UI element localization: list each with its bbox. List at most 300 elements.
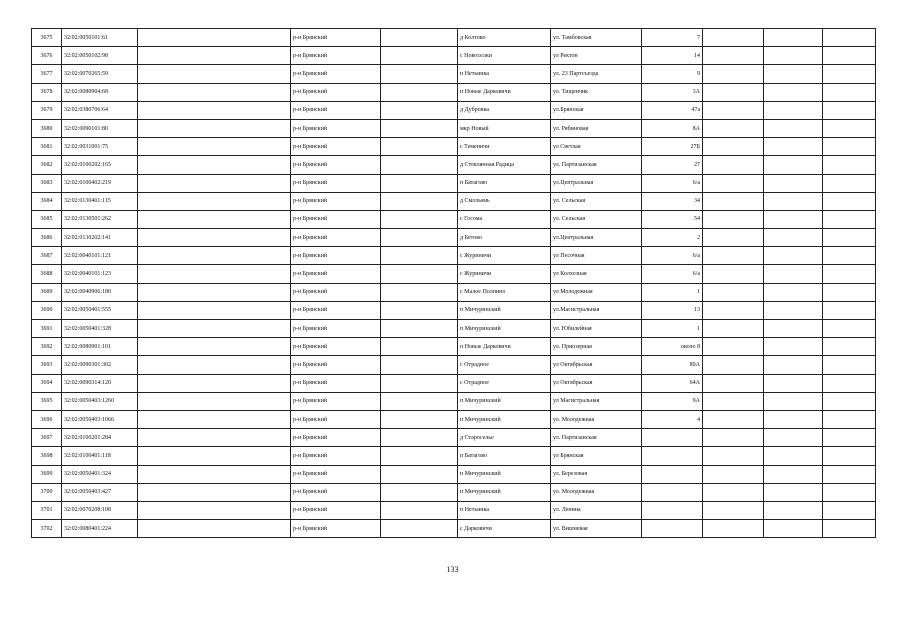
blank-cell-cell xyxy=(138,229,291,247)
street-cell: ул Октябрьская xyxy=(551,356,642,374)
table-row xyxy=(32,174,876,192)
blank-cell-cell xyxy=(381,83,458,101)
table-row xyxy=(32,65,876,83)
house-number-cell: 34 xyxy=(642,192,703,210)
street-cell: ул. Сельская xyxy=(551,192,642,210)
table-row xyxy=(32,192,876,210)
house-number-cell: 6/а xyxy=(642,174,703,192)
registry-table xyxy=(31,28,876,538)
blank-cell-cell xyxy=(138,83,291,101)
table-row xyxy=(32,392,876,410)
cadastral-number-cell: 32:02:0031001:75 xyxy=(62,138,138,156)
blank-cell-cell xyxy=(764,356,823,374)
blank-cell-cell xyxy=(703,29,764,47)
blank-cell-cell xyxy=(381,210,458,228)
row-number-cell: 3689 xyxy=(32,283,62,301)
table-row xyxy=(32,338,876,356)
blank-cell-cell xyxy=(703,156,764,174)
blank-cell-cell xyxy=(764,47,823,65)
blank-cell-cell xyxy=(764,429,823,447)
row-number-cell: 3676 xyxy=(32,47,62,65)
row-number-cell: 3690 xyxy=(32,301,62,319)
cadastral-number-cell: 32:02:0090301:302 xyxy=(62,356,138,374)
cadastral-number-cell: 32:02:0080401:224 xyxy=(62,520,138,538)
settlement-cell: п Новые Дарковичи xyxy=(458,83,551,101)
cadastral-number-cell: 32:02:0130501:262 xyxy=(62,210,138,228)
cadastral-number-cell: 32:02:0050401:555 xyxy=(62,301,138,319)
house-number-cell xyxy=(642,429,703,447)
street-cell: ул Светлая xyxy=(551,138,642,156)
district-cell: р-н Брянский xyxy=(291,47,381,65)
district-cell: р-н Брянский xyxy=(291,265,381,283)
settlement-cell: с Госома xyxy=(458,210,551,228)
blank-cell-cell xyxy=(764,447,823,465)
blank-cell-cell xyxy=(138,210,291,228)
blank-cell-cell xyxy=(764,101,823,119)
blank-cell-cell xyxy=(703,410,764,428)
table-row xyxy=(32,447,876,465)
blank-cell-cell xyxy=(138,283,291,301)
street-cell: ул.Магистральная xyxy=(551,301,642,319)
blank-cell-cell xyxy=(138,338,291,356)
house-number-cell: 14 xyxy=(642,47,703,65)
street-cell: ул. Молодежная xyxy=(551,483,642,501)
blank-cell-cell xyxy=(823,447,876,465)
house-number-cell: 13 xyxy=(642,301,703,319)
blank-cell-cell xyxy=(381,229,458,247)
cadastral-number-cell: 32:02:0050401:328 xyxy=(62,320,138,338)
street-cell: ул. Вишневая xyxy=(551,520,642,538)
settlement-cell: д Стеклянная Радица xyxy=(458,156,551,174)
street-cell: ул. Березовая xyxy=(551,465,642,483)
street-cell: ул. Ленина xyxy=(551,501,642,519)
house-number-cell: 2 xyxy=(642,229,703,247)
house-number-cell xyxy=(642,501,703,519)
row-number-cell: 3680 xyxy=(32,119,62,137)
registry-table-body xyxy=(32,29,876,538)
blank-cell-cell xyxy=(823,483,876,501)
settlement-cell: д Староселье xyxy=(458,429,551,447)
street-cell: ул Колхозная xyxy=(551,265,642,283)
cadastral-number-cell: 32:02:0040101:123 xyxy=(62,265,138,283)
row-number-cell: 3693 xyxy=(32,356,62,374)
house-number-cell: 27Б xyxy=(642,138,703,156)
blank-cell-cell xyxy=(138,247,291,265)
table-row xyxy=(32,83,876,101)
blank-cell-cell xyxy=(703,429,764,447)
blank-cell-cell xyxy=(823,356,876,374)
blank-cell-cell xyxy=(381,156,458,174)
table-row xyxy=(32,374,876,392)
cadastral-number-cell: 32:02:0090314:120 xyxy=(62,374,138,392)
house-number-cell xyxy=(642,483,703,501)
settlement-cell: п Мичуринский xyxy=(458,320,551,338)
blank-cell-cell xyxy=(823,410,876,428)
district-cell: р-н Брянский xyxy=(291,138,381,156)
blank-cell-cell xyxy=(823,520,876,538)
blank-cell-cell xyxy=(703,356,764,374)
blank-cell-cell xyxy=(138,29,291,47)
blank-cell-cell xyxy=(703,210,764,228)
district-cell: р-н Брянский xyxy=(291,374,381,392)
district-cell: р-н Брянский xyxy=(291,192,381,210)
blank-cell-cell xyxy=(764,483,823,501)
settlement-cell: с Отрадное xyxy=(458,356,551,374)
settlement-cell: п Батагово xyxy=(458,447,551,465)
table-row xyxy=(32,229,876,247)
house-number-cell: 89А xyxy=(642,356,703,374)
street-cell: ул.Брянская xyxy=(551,101,642,119)
settlement-cell: д Бетово xyxy=(458,229,551,247)
blank-cell-cell xyxy=(381,265,458,283)
blank-cell-cell xyxy=(703,247,764,265)
table-row xyxy=(32,47,876,65)
blank-cell-cell xyxy=(381,410,458,428)
blank-cell-cell xyxy=(138,320,291,338)
blank-cell-cell xyxy=(823,283,876,301)
cadastral-number-cell: 32:02:0050401:324 xyxy=(62,465,138,483)
street-cell: ул. Тищенчик xyxy=(551,83,642,101)
blank-cell-cell xyxy=(764,392,823,410)
blank-cell-cell xyxy=(823,119,876,137)
blank-cell-cell xyxy=(764,520,823,538)
blank-cell-cell xyxy=(381,119,458,137)
row-number-cell: 3696 xyxy=(32,410,62,428)
table-row xyxy=(32,429,876,447)
page-number: 133 xyxy=(446,565,459,574)
street-cell: ул Брянская xyxy=(551,447,642,465)
cadastral-number-cell: 32:02:0100202:165 xyxy=(62,156,138,174)
blank-cell-cell xyxy=(764,283,823,301)
blank-cell-cell xyxy=(823,301,876,319)
settlement-cell: п Новые Дарковичи xyxy=(458,338,551,356)
district-cell: р-н Брянский xyxy=(291,174,381,192)
blank-cell-cell xyxy=(823,338,876,356)
blank-cell-cell xyxy=(138,47,291,65)
district-cell: р-н Брянский xyxy=(291,301,381,319)
blank-cell-cell xyxy=(138,265,291,283)
district-cell: р-н Брянский xyxy=(291,410,381,428)
row-number-cell: 3684 xyxy=(32,192,62,210)
table-row xyxy=(32,301,876,319)
house-number-cell xyxy=(642,465,703,483)
house-number-cell: 9 xyxy=(642,65,703,83)
table-row xyxy=(32,356,876,374)
blank-cell-cell xyxy=(764,465,823,483)
settlement-cell: п Нетьинка xyxy=(458,65,551,83)
street-cell: ул. Партизанская xyxy=(551,429,642,447)
table-row xyxy=(32,119,876,137)
blank-cell-cell xyxy=(764,83,823,101)
row-number-cell: 3677 xyxy=(32,65,62,83)
table-row xyxy=(32,465,876,483)
cadastral-number-cell: 32:02:0050101:61 xyxy=(62,29,138,47)
blank-cell-cell xyxy=(703,83,764,101)
district-cell: р-н Брянский xyxy=(291,465,381,483)
blank-cell-cell xyxy=(138,429,291,447)
blank-cell-cell xyxy=(703,265,764,283)
settlement-cell: с Журиничи xyxy=(458,265,551,283)
blank-cell-cell xyxy=(381,192,458,210)
table-row xyxy=(32,138,876,156)
blank-cell-cell xyxy=(703,192,764,210)
blank-cell-cell xyxy=(138,174,291,192)
blank-cell-cell xyxy=(703,447,764,465)
house-number-cell: 7 xyxy=(642,29,703,47)
blank-cell-cell xyxy=(823,138,876,156)
blank-cell-cell xyxy=(381,392,458,410)
row-number-cell: 3697 xyxy=(32,429,62,447)
blank-cell-cell xyxy=(138,374,291,392)
house-number-cell: 3А xyxy=(642,83,703,101)
blank-cell-cell xyxy=(381,465,458,483)
blank-cell-cell xyxy=(703,119,764,137)
district-cell: р-н Брянский xyxy=(291,156,381,174)
district-cell: р-н Брянский xyxy=(291,429,381,447)
blank-cell-cell xyxy=(138,501,291,519)
row-number-cell: 3687 xyxy=(32,247,62,265)
district-cell: р-н Брянский xyxy=(291,29,381,47)
blank-cell-cell xyxy=(823,29,876,47)
house-number-cell: 6/а xyxy=(642,265,703,283)
district-cell: р-н Брянский xyxy=(291,229,381,247)
settlement-cell: с Журиничи xyxy=(458,247,551,265)
row-number-cell: 3698 xyxy=(32,447,62,465)
street-cell: ул.Центральная xyxy=(551,174,642,192)
row-number-cell: 3688 xyxy=(32,265,62,283)
blank-cell-cell xyxy=(138,356,291,374)
settlement-cell: п Мичуринский xyxy=(458,301,551,319)
blank-cell-cell xyxy=(703,465,764,483)
blank-cell-cell xyxy=(703,374,764,392)
settlement-cell: п Мичуринский xyxy=(458,465,551,483)
blank-cell-cell xyxy=(823,156,876,174)
cadastral-number-cell: 32:02:0070208:108 xyxy=(62,501,138,519)
table-row xyxy=(32,501,876,519)
cadastral-number-cell: 32:02:0050403:427 xyxy=(62,483,138,501)
blank-cell-cell xyxy=(381,247,458,265)
cadastral-number-cell: 32:02:0100402:219 xyxy=(62,174,138,192)
blank-cell-cell xyxy=(138,101,291,119)
row-number-cell: 3682 xyxy=(32,156,62,174)
blank-cell-cell xyxy=(823,192,876,210)
blank-cell-cell xyxy=(764,229,823,247)
house-number-cell: 47а xyxy=(642,101,703,119)
blank-cell-cell xyxy=(703,138,764,156)
house-number-cell: 9А xyxy=(642,392,703,410)
table-row xyxy=(32,265,876,283)
street-cell: ул. 23 Партсъезда xyxy=(551,65,642,83)
district-cell: р-н Брянский xyxy=(291,392,381,410)
blank-cell-cell xyxy=(138,410,291,428)
blank-cell-cell xyxy=(823,265,876,283)
blank-cell-cell xyxy=(703,283,764,301)
street-cell: ул. Тамбовская xyxy=(551,29,642,47)
blank-cell-cell xyxy=(138,392,291,410)
blank-cell-cell xyxy=(703,229,764,247)
table-row xyxy=(32,283,876,301)
blank-cell-cell xyxy=(703,65,764,83)
blank-cell-cell xyxy=(703,47,764,65)
blank-cell-cell xyxy=(823,392,876,410)
settlement-cell: с Отрадное xyxy=(458,374,551,392)
cadastral-number-cell: 32:02:0040101:121 xyxy=(62,247,138,265)
district-cell: р-н Брянский xyxy=(291,320,381,338)
row-number-cell: 3700 xyxy=(32,483,62,501)
district-cell: р-н Брянский xyxy=(291,119,381,137)
blank-cell-cell xyxy=(381,320,458,338)
house-number-cell: около 8 xyxy=(642,338,703,356)
cadastral-number-cell: 32:02:0080904:68 xyxy=(62,83,138,101)
settlement-cell: п Батагово xyxy=(458,174,551,192)
cadastral-number-cell: 32:02:0070265:59 xyxy=(62,65,138,83)
cadastral-number-cell: 32:02:0380706:64 xyxy=(62,101,138,119)
table-row xyxy=(32,156,876,174)
blank-cell-cell xyxy=(138,138,291,156)
street-cell: ул. Сельская xyxy=(551,210,642,228)
district-cell: р-н Брянский xyxy=(291,338,381,356)
blank-cell-cell xyxy=(764,156,823,174)
table-row xyxy=(32,247,876,265)
blank-cell-cell xyxy=(764,301,823,319)
house-number-cell: 1 xyxy=(642,320,703,338)
blank-cell-cell xyxy=(764,247,823,265)
row-number-cell: 3679 xyxy=(32,101,62,119)
house-number-cell xyxy=(642,447,703,465)
street-cell: ул. Молодежная xyxy=(551,410,642,428)
district-cell: р-н Брянский xyxy=(291,247,381,265)
blank-cell-cell xyxy=(823,320,876,338)
blank-cell-cell xyxy=(764,210,823,228)
settlement-cell: с Малое Полпино xyxy=(458,283,551,301)
row-number-cell: 3701 xyxy=(32,501,62,519)
settlement-cell: п Мичуринский xyxy=(458,483,551,501)
settlement-cell: п Мичуринский xyxy=(458,392,551,410)
district-cell: р-н Брянский xyxy=(291,483,381,501)
blank-cell-cell xyxy=(703,483,764,501)
street-cell: ул.Центральная xyxy=(551,229,642,247)
settlement-cell: п Мичуринский xyxy=(458,410,551,428)
blank-cell-cell xyxy=(138,119,291,137)
blank-cell-cell xyxy=(764,65,823,83)
row-number-cell: 3692 xyxy=(32,338,62,356)
cadastral-number-cell: 32:02:0050403:1066 xyxy=(62,410,138,428)
row-number-cell: 3681 xyxy=(32,138,62,156)
table-row xyxy=(32,483,876,501)
blank-cell-cell xyxy=(381,429,458,447)
blank-cell-cell xyxy=(764,192,823,210)
blank-cell-cell xyxy=(381,65,458,83)
row-number-cell: 3686 xyxy=(32,229,62,247)
blank-cell-cell xyxy=(381,174,458,192)
blank-cell-cell xyxy=(764,374,823,392)
cadastral-number-cell: 32:02:0100201:284 xyxy=(62,429,138,447)
blank-cell-cell xyxy=(823,174,876,192)
table-row xyxy=(32,410,876,428)
blank-cell-cell xyxy=(764,119,823,137)
blank-cell-cell xyxy=(381,301,458,319)
blank-cell-cell xyxy=(823,65,876,83)
blank-cell-cell xyxy=(764,501,823,519)
blank-cell-cell xyxy=(823,210,876,228)
district-cell: р-н Брянский xyxy=(291,83,381,101)
blank-cell-cell xyxy=(703,174,764,192)
settlement-cell: с Теменичи xyxy=(458,138,551,156)
row-number-cell: 3694 xyxy=(32,374,62,392)
row-number-cell: 3691 xyxy=(32,320,62,338)
settlement-cell: мкр Новый xyxy=(458,119,551,137)
district-cell: р-н Брянский xyxy=(291,520,381,538)
blank-cell-cell xyxy=(703,101,764,119)
house-number-cell: 64А xyxy=(642,374,703,392)
row-number-cell: 3675 xyxy=(32,29,62,47)
blank-cell-cell xyxy=(381,447,458,465)
street-cell: ул. Партизанская xyxy=(551,156,642,174)
district-cell: р-н Брянский xyxy=(291,210,381,228)
street-cell: ул Магистральная xyxy=(551,392,642,410)
settlement-cell: с Новоселки xyxy=(458,47,551,65)
house-number-cell: 54 xyxy=(642,210,703,228)
blank-cell-cell xyxy=(381,138,458,156)
blank-cell-cell xyxy=(381,501,458,519)
blank-cell-cell xyxy=(703,320,764,338)
district-cell: р-н Брянский xyxy=(291,447,381,465)
blank-cell-cell xyxy=(703,520,764,538)
cadastral-number-cell: 32:02:0050102:98 xyxy=(62,47,138,65)
blank-cell-cell xyxy=(764,265,823,283)
settlement-cell: с Дарковичи xyxy=(458,520,551,538)
blank-cell-cell xyxy=(764,29,823,47)
street-cell: ул. Рябиновая xyxy=(551,119,642,137)
row-number-cell: 3695 xyxy=(32,392,62,410)
blank-cell-cell xyxy=(138,520,291,538)
blank-cell-cell xyxy=(764,174,823,192)
table-row xyxy=(32,101,876,119)
blank-cell-cell xyxy=(138,65,291,83)
blank-cell-cell xyxy=(823,83,876,101)
district-cell: р-н Брянский xyxy=(291,501,381,519)
district-cell: р-н Брянский xyxy=(291,283,381,301)
blank-cell-cell xyxy=(823,101,876,119)
blank-cell-cell xyxy=(823,429,876,447)
row-number-cell: 3699 xyxy=(32,465,62,483)
blank-cell-cell xyxy=(381,338,458,356)
house-number-cell: 27 xyxy=(642,156,703,174)
blank-cell-cell xyxy=(381,101,458,119)
cadastral-number-cell: 32:02:0130401:115 xyxy=(62,192,138,210)
table-row xyxy=(32,29,876,47)
blank-cell-cell xyxy=(703,338,764,356)
table-row xyxy=(32,320,876,338)
blank-cell-cell xyxy=(823,465,876,483)
blank-cell-cell xyxy=(381,356,458,374)
cadastral-number-cell: 32:02:0080901:101 xyxy=(62,338,138,356)
street-cell: ул. Приозерная xyxy=(551,338,642,356)
blank-cell-cell xyxy=(138,156,291,174)
table-row xyxy=(32,520,876,538)
blank-cell-cell xyxy=(381,483,458,501)
cadastral-number-cell: 32:02:0130202:141 xyxy=(62,229,138,247)
settlement-cell: д Колтово xyxy=(458,29,551,47)
blank-cell-cell xyxy=(381,374,458,392)
blank-cell-cell xyxy=(823,247,876,265)
district-cell: р-н Брянский xyxy=(291,65,381,83)
blank-cell-cell xyxy=(703,501,764,519)
blank-cell-cell xyxy=(138,301,291,319)
blank-cell-cell xyxy=(703,392,764,410)
blank-cell-cell xyxy=(381,47,458,65)
cadastral-number-cell: 32:02:0050403:1260 xyxy=(62,392,138,410)
